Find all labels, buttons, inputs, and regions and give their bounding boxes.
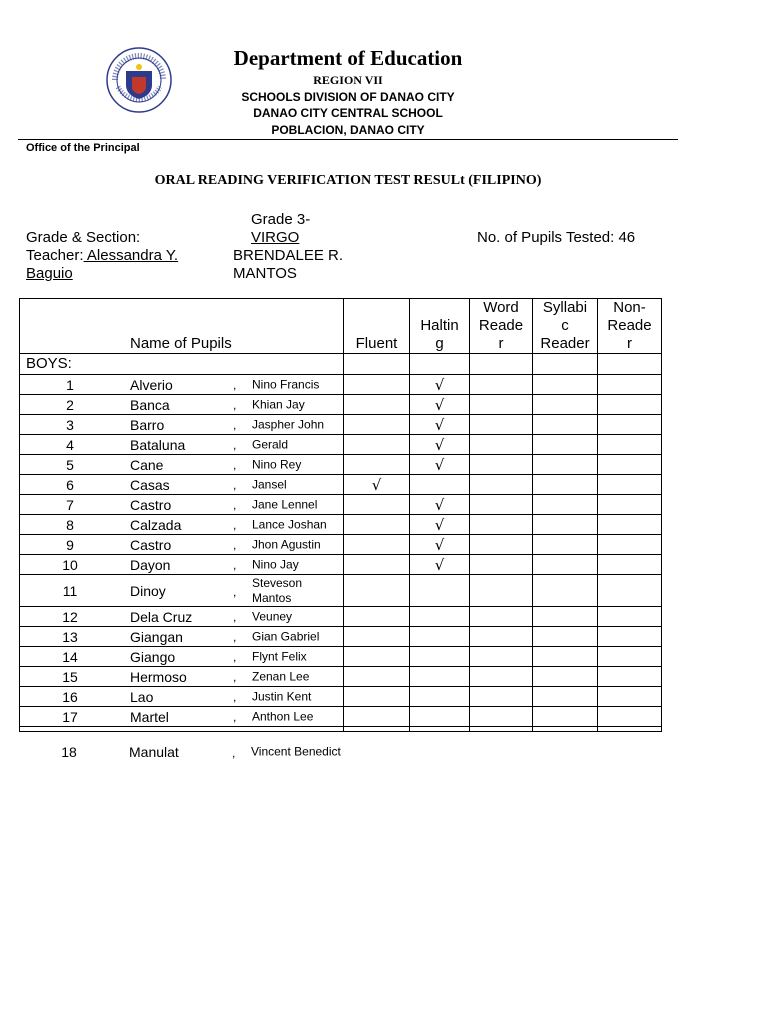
pupil-last-name: Giangan: [130, 628, 183, 645]
pupil-first-name: Anthon Lee: [252, 709, 314, 723]
pupil-name-cell: [20, 707, 344, 727]
table-row: [20, 687, 662, 707]
non-reader-cell: [598, 687, 662, 707]
name-comma: ,: [233, 478, 237, 493]
table-row: [20, 415, 662, 435]
halting-cell: √: [410, 435, 470, 455]
pupil-first-name: Steveson Mantos: [252, 575, 303, 605]
pupil-last-name: Barro: [130, 416, 165, 433]
word-reader-cell: [470, 607, 533, 627]
pupil-number: 18: [61, 744, 77, 760]
pupil-last-name: Lao: [130, 688, 154, 705]
pupil-number: 13: [62, 628, 78, 645]
pupil-first-name: Veuney: [252, 609, 293, 623]
teacher-extra-2: MANTOS: [233, 265, 297, 282]
name-comma: ,: [233, 498, 237, 513]
table-row: [20, 475, 662, 495]
word-reader-cell: [470, 515, 533, 535]
non-reader-cell: [598, 395, 662, 415]
word-reader-cell: [470, 455, 533, 475]
pupil-number: 5: [66, 456, 74, 473]
grade-value-line1: Grade 3-: [251, 211, 311, 228]
pupil-first-name: Nino Francis: [252, 377, 320, 391]
pupil-last-name: Giango: [130, 648, 176, 665]
word-reader-cell: [470, 435, 533, 455]
table-row: [20, 575, 662, 607]
section-label-boys: BOYS:: [20, 354, 344, 375]
syllabic-reader-cell: [533, 535, 598, 555]
pupil-name-cell: [20, 375, 344, 395]
pupil-last-name: Alverio: [130, 376, 173, 393]
syllabic-reader-cell: [533, 415, 598, 435]
fluent-cell: [344, 435, 410, 455]
grade-section-label: Grade & Section:: [26, 229, 141, 246]
name-comma: ,: [233, 558, 237, 573]
non-reader-cell: [598, 495, 662, 515]
fluent-cell: [344, 627, 410, 647]
fluent-cell: [344, 555, 410, 575]
fluent-cell: √: [344, 475, 410, 495]
word-reader-cell: [470, 687, 533, 707]
name-comma: ,: [233, 418, 237, 433]
halting-cell: √: [410, 515, 470, 535]
name-comma: ,: [233, 398, 237, 413]
col-word-reader: Word Reade r: [470, 299, 533, 354]
address-label: POBLACION, DANAO CITY: [271, 123, 425, 137]
fluent-cell: [344, 375, 410, 395]
fluent-cell: [344, 395, 410, 415]
name-comma: ,: [233, 538, 237, 553]
word-reader-cell: [470, 395, 533, 415]
region-label: REGION VII: [313, 73, 383, 87]
halting-cell: √: [410, 375, 470, 395]
pupil-last-name: Cane: [130, 456, 164, 473]
halting-cell: [410, 647, 470, 667]
syllabic-reader-cell: [533, 575, 598, 607]
office-label: Office of the Principal: [26, 142, 140, 154]
non-reader-cell: [598, 455, 662, 475]
pupil-number: 15: [62, 668, 78, 685]
table-row: [20, 667, 662, 687]
results-table: [19, 298, 662, 732]
non-reader-cell: [598, 647, 662, 667]
name-comma: ,: [233, 458, 237, 473]
pupil-last-name: Dinoy: [130, 582, 166, 599]
table-row: [20, 495, 662, 515]
table-row: [20, 607, 662, 627]
pupil-first-name: Gerald: [252, 437, 289, 451]
school-label: DANAO CITY CENTRAL SCHOOL: [253, 106, 443, 120]
table-row: [20, 455, 662, 475]
col-halting: Haltin g: [410, 299, 470, 354]
name-comma: ,: [233, 710, 237, 725]
name-comma: ,: [233, 518, 237, 533]
name-comma: ,: [233, 630, 237, 645]
pupil-name-cell: [20, 687, 344, 707]
fluent-cell: [344, 455, 410, 475]
non-reader-cell: [598, 435, 662, 455]
pupil-first-name: Nino Jay: [252, 557, 299, 571]
word-reader-cell: [470, 535, 533, 555]
table-row-clipped: [20, 727, 662, 732]
pupil-first-name: Justin Kent: [252, 689, 312, 703]
col-name-of-pupils: Name of Pupils: [20, 299, 344, 354]
teacher-name-2: Baguio: [26, 265, 73, 282]
fluent-cell: [344, 647, 410, 667]
non-reader-cell: [598, 515, 662, 535]
table-header-row: [20, 299, 662, 354]
halting-cell: [410, 627, 470, 647]
fluent-cell: [344, 495, 410, 515]
pupil-last-name: Bataluna: [130, 436, 186, 453]
syllabic-reader-cell: [533, 395, 598, 415]
halting-cell: √: [410, 535, 470, 555]
pupil-first-name: Lance Joshan: [252, 517, 327, 531]
pupil-name-cell: [20, 647, 344, 667]
pupil-number: 16: [62, 688, 78, 705]
table-row: [20, 555, 662, 575]
pupil-first-name: Jaspher John: [252, 417, 325, 431]
name-comma: ,: [233, 585, 237, 600]
pupil-name-cell: [20, 627, 344, 647]
grade-value-line2: VIRGO: [251, 229, 300, 246]
fluent-cell: [344, 687, 410, 707]
name-comma: ,: [232, 746, 236, 760]
table-row: [20, 435, 662, 455]
table-row: [20, 515, 662, 535]
non-reader-cell: [598, 627, 662, 647]
syllabic-reader-cell: [533, 475, 598, 495]
name-comma: ,: [233, 378, 237, 393]
halting-cell: √: [410, 495, 470, 515]
halting-cell: [410, 687, 470, 707]
pupil-name-cell: [20, 475, 344, 495]
word-reader-cell: [470, 555, 533, 575]
halting-cell: √: [410, 415, 470, 435]
non-reader-cell: [598, 415, 662, 435]
pupil-name-cell: [20, 435, 344, 455]
name-comma: ,: [233, 438, 237, 453]
pupil-number: 1: [66, 376, 74, 393]
word-reader-cell: [470, 627, 533, 647]
syllabic-reader-cell: [533, 707, 598, 727]
col-syllabic-reader: Syllabi c Reader: [533, 299, 598, 354]
halting-cell: √: [410, 555, 470, 575]
non-reader-cell: [598, 535, 662, 555]
pupil-last-name: Dela Cruz: [130, 608, 193, 625]
pupil-last-name: Casas: [130, 476, 170, 493]
division-label: SCHOOLS DIVISION OF DANAO CITY: [241, 90, 455, 104]
non-reader-cell: [598, 575, 662, 607]
non-reader-cell: [598, 607, 662, 627]
pupil-name-cell: [20, 575, 344, 607]
word-reader-cell: [470, 575, 533, 607]
teacher-line: [26, 247, 178, 265]
section-row-boys: [20, 354, 662, 375]
syllabic-reader-cell: [533, 495, 598, 515]
pupil-name-cell: [20, 607, 344, 627]
pupil-first-name: Jane Lennel: [252, 497, 318, 511]
fluent-cell: [344, 535, 410, 555]
pupil-last-name: Banca: [130, 396, 170, 413]
pupil-last-name: Castro: [130, 496, 172, 513]
document-title: ORAL READING VERIFICATION TEST RESULt (FILIPINO): [154, 173, 542, 188]
pupil-name-cell: [20, 395, 344, 415]
name-comma: ,: [233, 610, 237, 625]
word-reader-cell: [470, 667, 533, 687]
halting-cell: √: [410, 455, 470, 475]
pupil-last-name: Dayon: [130, 556, 171, 573]
table-row: [20, 707, 662, 727]
table-row: [20, 647, 662, 667]
pupil-number: 2: [66, 396, 74, 413]
syllabic-reader-cell: [533, 375, 598, 395]
non-reader-cell: [598, 667, 662, 687]
halting-cell: [410, 667, 470, 687]
pupil-name-cell: [20, 667, 344, 687]
pupil-number: 4: [66, 436, 74, 453]
header-divider: [18, 139, 678, 140]
col-non-reader: Non- Reade r: [598, 299, 662, 354]
word-reader-cell: [470, 495, 533, 515]
pupil-name-cell: [20, 455, 344, 475]
pupil-number: 8: [66, 516, 74, 533]
pupil-name-cell: [20, 555, 344, 575]
col-fluent: Fluent: [344, 299, 410, 354]
fluent-cell: [344, 707, 410, 727]
pupil-number: 17: [62, 708, 78, 725]
table-row: [20, 627, 662, 647]
syllabic-reader-cell: [533, 515, 598, 535]
pupils-tested-label: No. of Pupils Tested: 46: [477, 229, 636, 246]
halting-cell: [410, 607, 470, 627]
syllabic-reader-cell: [533, 607, 598, 627]
pupil-number: 11: [62, 582, 78, 599]
pupil-last-name: Castro: [130, 536, 172, 553]
word-reader-cell: [470, 475, 533, 495]
pupil-number: 7: [66, 496, 74, 513]
syllabic-reader-cell: [533, 555, 598, 575]
non-reader-cell: [598, 707, 662, 727]
syllabic-reader-cell: [533, 627, 598, 647]
non-reader-cell: [598, 475, 662, 495]
pupil-first-name: Jansel: [252, 477, 287, 491]
pupil-first-name: Gian Gabriel: [252, 629, 320, 643]
word-reader-cell: [470, 647, 533, 667]
halting-cell: √: [410, 395, 470, 415]
syllabic-reader-cell: [533, 647, 598, 667]
teacher-extra-1: BRENDALEE R.: [233, 247, 344, 264]
pupil-first-name: Khian Jay: [252, 397, 305, 411]
fluent-cell: [344, 575, 410, 607]
table-row: [20, 375, 662, 395]
non-reader-cell: [598, 555, 662, 575]
fluent-cell: [344, 415, 410, 435]
halting-cell: [410, 475, 470, 495]
pupil-first-name: Nino Rey: [252, 457, 302, 471]
pupil-first-name: Zenan Lee: [252, 669, 310, 683]
halting-cell: [410, 707, 470, 727]
pupil-last-name: Martel: [130, 708, 169, 725]
department-title: Department of Education: [233, 46, 463, 70]
non-reader-cell: [598, 375, 662, 395]
teacher-label: Teacher:: [26, 247, 84, 264]
word-reader-cell: [470, 375, 533, 395]
name-comma: ,: [233, 670, 237, 685]
syllabic-reader-cell: [533, 435, 598, 455]
pupil-first-name: Vincent Benedict: [251, 744, 341, 759]
fluent-cell: [344, 607, 410, 627]
table-row-overflow: [19, 742, 359, 762]
pupil-number: 9: [66, 536, 74, 553]
pupil-number: 6: [66, 476, 74, 493]
pupil-number: 12: [62, 608, 78, 625]
name-comma: ,: [233, 650, 237, 665]
word-reader-cell: [470, 415, 533, 435]
pupil-number: 3: [66, 416, 74, 433]
table-row: [20, 395, 662, 415]
halting-cell: [410, 575, 470, 607]
pupil-first-name: Flynt Felix: [252, 649, 307, 663]
syllabic-reader-cell: [533, 667, 598, 687]
word-reader-cell: [470, 707, 533, 727]
pupil-name-cell: [20, 535, 344, 555]
pupil-name-cell: [20, 495, 344, 515]
fluent-cell: [344, 515, 410, 535]
pupil-last-name: Hermoso: [130, 668, 187, 685]
pupil-last-name: Manulat: [129, 744, 179, 760]
pupil-first-name: Jhon Agustin: [252, 537, 321, 551]
pupil-name-cell: [20, 415, 344, 435]
fluent-cell: [344, 667, 410, 687]
syllabic-reader-cell: [533, 687, 598, 707]
table-row: [20, 535, 662, 555]
pupil-last-name: Calzada: [130, 516, 182, 533]
syllabic-reader-cell: [533, 455, 598, 475]
pupil-name-cell: [20, 515, 344, 535]
pupil-number: 14: [62, 648, 78, 665]
teacher-name-1: Alessandra Y.: [83, 247, 179, 264]
name-comma: ,: [233, 690, 237, 705]
pupil-number: 10: [62, 556, 78, 573]
